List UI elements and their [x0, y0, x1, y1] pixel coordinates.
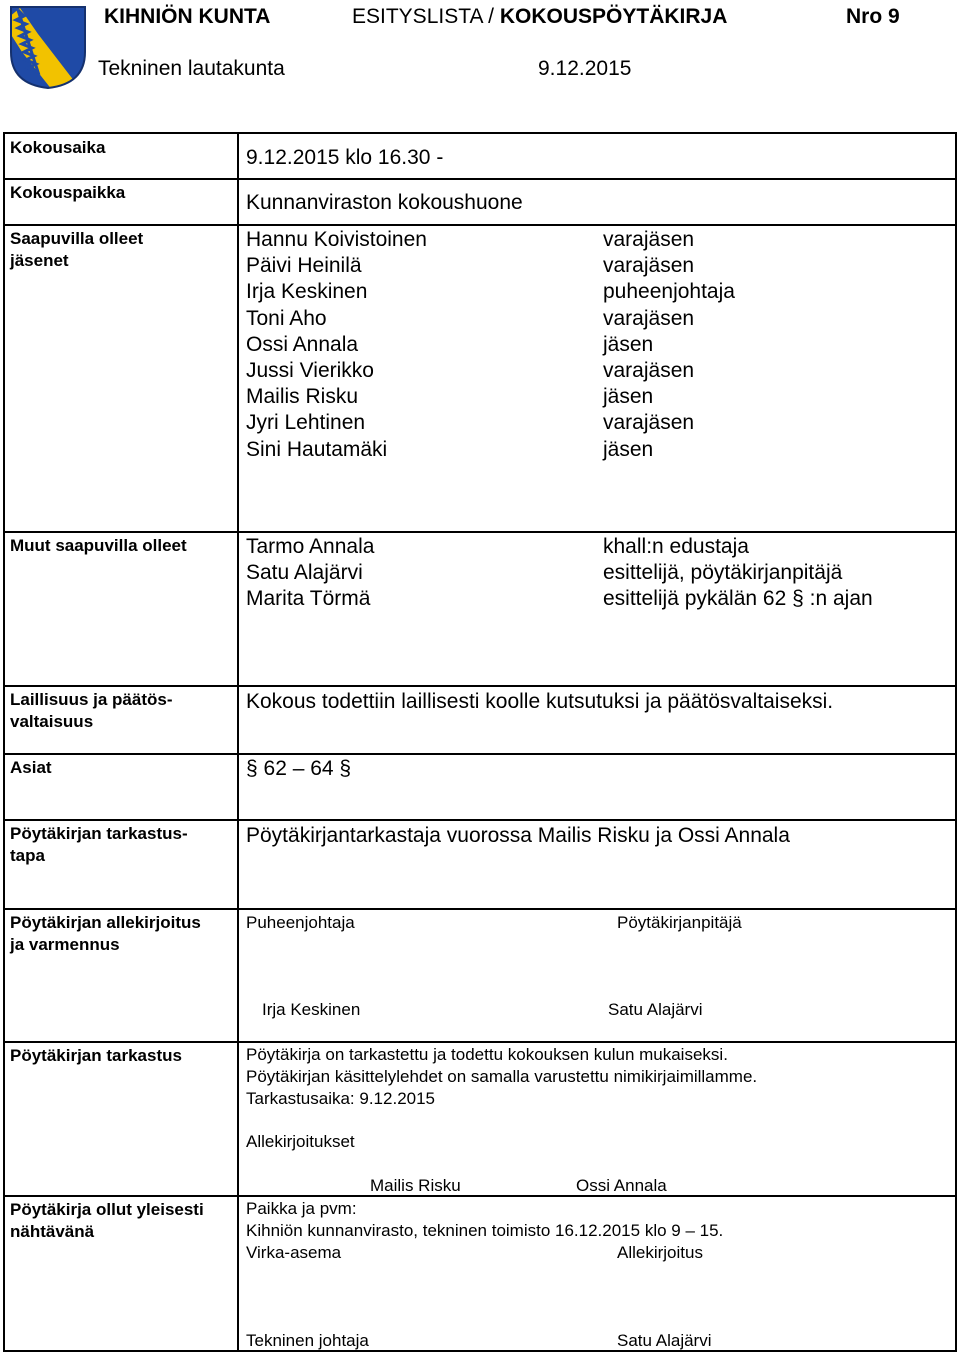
- municipal-crest-icon: [8, 4, 88, 90]
- member-name: Hannu Koivistoinen: [246, 228, 427, 251]
- committee-name: Tekninen lautakunta: [98, 57, 285, 80]
- member-role: puheenjohtaja: [603, 280, 735, 304]
- label-line: nähtävänä: [10, 1222, 95, 1241]
- member-role: varajäsen: [603, 306, 695, 330]
- minutes-table: [3, 132, 957, 1352]
- member-role: jäsen: [603, 437, 654, 461]
- label-meeting-time: Kokousaika: [10, 138, 106, 157]
- label-line: Pöytäkirjan tarkastus-: [10, 824, 188, 843]
- signatures-label: Allekirjoitukset: [246, 1132, 355, 1151]
- label-line: valtaisuus: [10, 712, 94, 731]
- document-number: Nro 9: [846, 5, 900, 28]
- member-name: Jyri Lehtinen: [246, 411, 366, 435]
- signature-label: Allekirjoitus: [617, 1243, 703, 1262]
- signing-role-secretary: Pöytäkirjanpitäjä: [617, 913, 742, 932]
- attendee-name: Marita Törmä: [246, 587, 371, 611]
- label-line: Saapuvilla olleet: [10, 229, 144, 248]
- row-divider: [3, 224, 957, 226]
- member-role: varajäsen: [603, 359, 695, 383]
- row-divider: [3, 178, 957, 180]
- member-name: Toni Aho: [246, 306, 327, 330]
- value-legality: Kokous todettiin laillisesti koolle kutsutuksi ja päätösvaltaiseksi.: [246, 690, 834, 713]
- organization-name: KIHNIÖN KUNTA: [104, 5, 271, 28]
- member-name: Ossi Annala: [246, 332, 359, 356]
- member-name: Mailis Risku: [246, 385, 359, 409]
- review-line: Tarkastusaika: 9.12.2015: [246, 1089, 436, 1108]
- member-name: Irja Keskinen: [246, 280, 368, 304]
- label-line: ja varmennus: [10, 935, 120, 954]
- review-text: [246, 1044, 757, 1110]
- member-role: jäsen: [603, 385, 654, 409]
- row-divider: [3, 908, 957, 910]
- row-divider: [3, 1195, 957, 1197]
- label-signing: [10, 912, 201, 956]
- row-divider: [3, 531, 957, 533]
- member-role: jäsen: [603, 332, 654, 356]
- present-members-names: [246, 227, 427, 463]
- row-divider: [3, 753, 957, 755]
- member-role: varajäsen: [603, 228, 695, 251]
- value-review-method: Pöytäkirjantarkastaja vuorossa Mailis Risku ja Ossi Annala: [246, 824, 790, 847]
- signing-name-secretary: Satu Alajärvi: [608, 1000, 703, 1019]
- row-divider: [3, 1041, 957, 1043]
- signature-value: Satu Alajärvi: [617, 1331, 712, 1350]
- label-present-members: [10, 228, 143, 272]
- attendee-name: Satu Alajärvi: [246, 561, 363, 585]
- other-attendees-names: [246, 534, 374, 613]
- value-meeting-time: 9.12.2015 klo 16.30 -: [246, 146, 444, 169]
- label-review-method: [10, 823, 188, 867]
- label-line: jäsenet: [10, 251, 69, 270]
- attendee-role: esittelijä pykälän 62 § :n ajan: [603, 587, 873, 611]
- document-type: [352, 5, 727, 29]
- signing-name-chair: Irja Keskinen: [262, 1000, 361, 1019]
- review-line: Pöytäkirja on tarkastettu ja todettu kokouksen kulun mukaiseksi.: [246, 1045, 728, 1064]
- display-place-block: [246, 1198, 723, 1242]
- label-meeting-place: Kokouspaikka: [10, 183, 126, 202]
- label-line: Pöytäkirjan allekirjoitus: [10, 913, 201, 932]
- member-role: varajäsen: [603, 254, 695, 278]
- display-place-label: Paikka ja pvm:: [246, 1199, 357, 1218]
- member-role: varajäsen: [603, 411, 695, 435]
- present-members-roles: [603, 227, 735, 463]
- member-name: Päivi Heinilä: [246, 254, 362, 278]
- attendee-role: esittelijä, pöytäkirjanpitäjä: [603, 561, 843, 585]
- label-public-display: [10, 1199, 204, 1243]
- member-name: Jussi Vierikko: [246, 359, 374, 383]
- attendee-name: Tarmo Annala: [246, 535, 375, 558]
- signing-role-chair: Puheenjohtaja: [246, 913, 355, 932]
- label-line: Pöytäkirja ollut yleisesti: [10, 1200, 204, 1219]
- label-line: tapa: [10, 846, 45, 865]
- review-line: Pöytäkirjan käsittelylehdet on samalla varustettu nimikirjaimillamme.: [246, 1067, 758, 1086]
- reviewer-name: Ossi Annala: [576, 1176, 667, 1195]
- label-review: Pöytäkirjan tarkastus: [10, 1046, 182, 1065]
- document-type-main: KOKOUSPÖYTÄKIRJA: [499, 5, 728, 28]
- other-attendees-roles: [603, 534, 873, 613]
- label-items: Asiat: [10, 758, 52, 777]
- value-meeting-place: Kunnanviraston kokoushuone: [246, 191, 523, 214]
- column-divider: [237, 132, 239, 1352]
- label-line: Laillisuus ja päätös-: [10, 690, 173, 709]
- value-items: § 62 – 64 §: [246, 757, 352, 780]
- meeting-date: 9.12.2015: [538, 57, 632, 80]
- label-legality: [10, 689, 173, 733]
- row-divider: [3, 685, 957, 687]
- position-value: Tekninen johtaja: [246, 1331, 369, 1350]
- display-place-value: Kihniön kunnanvirasto, tekninen toimisto 16.12.2015 klo 9 – 15.: [246, 1221, 724, 1240]
- member-name: Sini Hautamäki: [246, 437, 388, 461]
- position-label: Virka-asema: [246, 1243, 342, 1262]
- attendee-role: khall:n edustaja: [603, 535, 749, 558]
- document-type-prefix: ESITYSLISTA /: [352, 5, 500, 28]
- row-divider: [3, 819, 957, 821]
- reviewer-name: Mailis Risku: [370, 1176, 461, 1195]
- label-other-attendees: Muut saapuvilla olleet: [10, 536, 187, 555]
